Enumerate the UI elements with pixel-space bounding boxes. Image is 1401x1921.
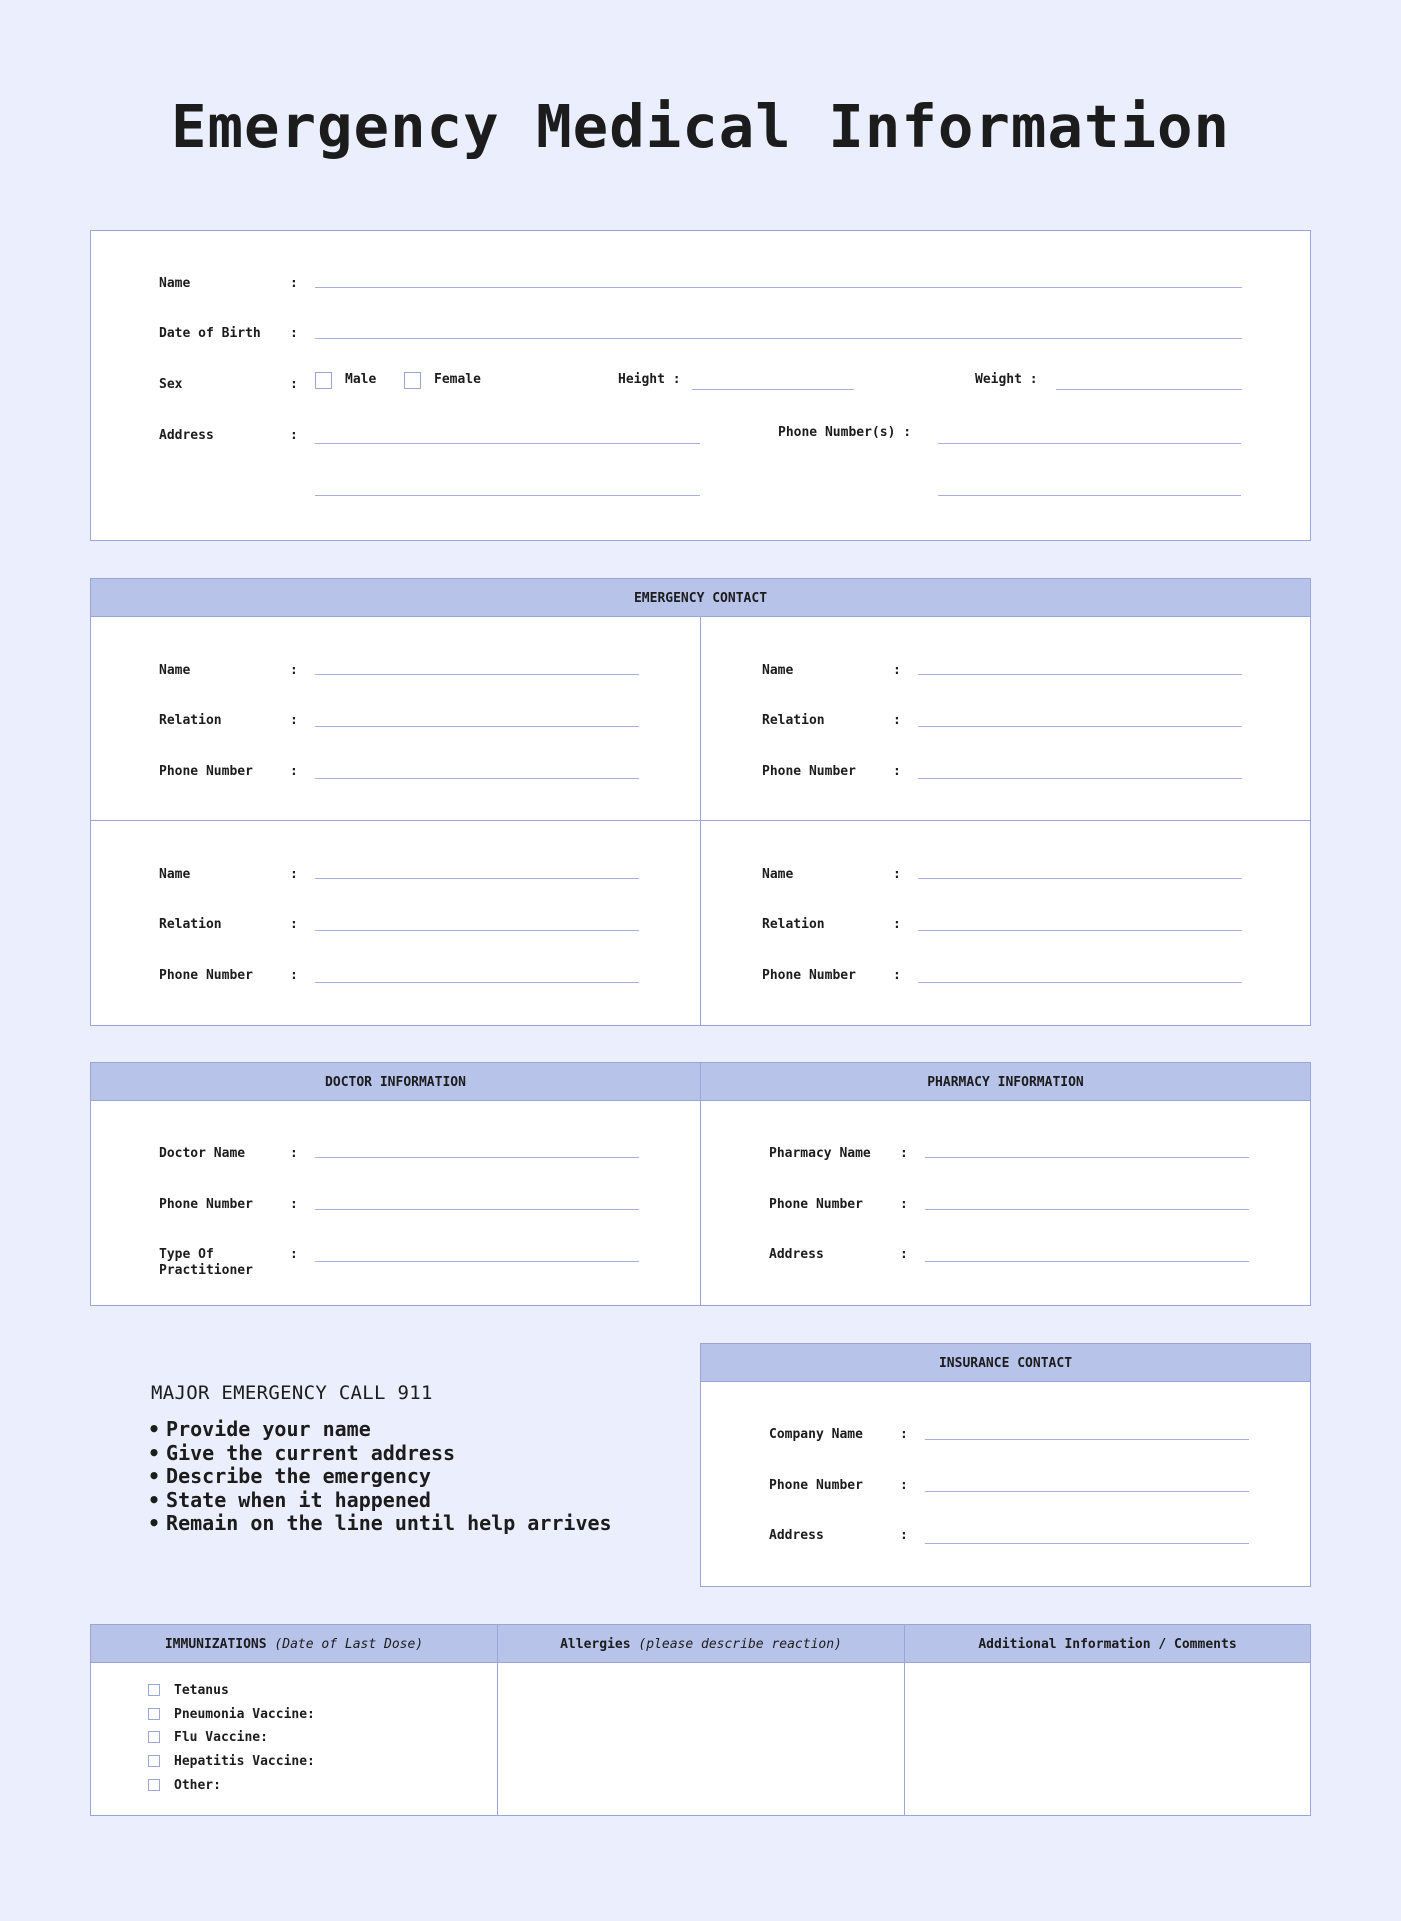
colon: : (900, 1478, 908, 1493)
pharmacy-phone-label: Phone Number (769, 1197, 863, 1212)
insurance-contact-header: INSURANCE CONTACT (700, 1343, 1311, 1383)
colon: : (290, 713, 298, 728)
contact1-name-field[interactable] (315, 674, 639, 675)
colon: : (893, 764, 901, 779)
immunizations-subtitle: (Date of Last Dose) (274, 1637, 424, 1652)
phone-numbers-label: Phone Number(s) : (778, 425, 912, 440)
pneumonia-checkbox[interactable] (148, 1708, 160, 1720)
pharmacy-name-label: Pharmacy Name (769, 1146, 871, 1161)
address-field-1[interactable] (315, 443, 700, 444)
female-label: Female (434, 372, 481, 387)
dob-label: Date of Birth (159, 326, 261, 341)
dob-field[interactable] (315, 338, 1242, 339)
allergies-subtitle: (please describe reaction) (638, 1637, 842, 1652)
pharmacy-address-field[interactable] (925, 1261, 1249, 1262)
contact3-phone-field[interactable] (315, 982, 639, 983)
contact4-relation-field[interactable] (918, 930, 1242, 931)
colon: : (900, 1247, 908, 1262)
emergency-steps-list (148, 1418, 612, 1536)
contact2-relation-field[interactable] (918, 726, 1242, 727)
colon: : (893, 867, 901, 882)
tetanus-label: Tetanus (174, 1683, 229, 1698)
colon: : (900, 1197, 908, 1212)
other-label: Other: (174, 1778, 221, 1793)
insurance-address-label: Address (769, 1528, 824, 1543)
divider (904, 1663, 905, 1815)
allergies-header (497, 1624, 905, 1664)
contact2-name-field[interactable] (918, 674, 1242, 675)
weight-label: Weight : (975, 372, 1038, 387)
contact3-name-label: Name (159, 867, 191, 882)
male-checkbox[interactable] (315, 372, 332, 389)
insurance-phone-label: Phone Number (769, 1478, 863, 1493)
name-field[interactable] (315, 287, 1242, 288)
contact2-name-label: Name (762, 663, 794, 678)
colon: : (893, 663, 901, 678)
phone-numbers-field-1[interactable] (938, 443, 1241, 444)
contact4-name-label: Name (762, 867, 794, 882)
insurance-company-label: Company Name (769, 1427, 863, 1442)
contact1-relation-field[interactable] (315, 726, 639, 727)
doctor-name-label: Doctor Name (159, 1146, 246, 1161)
contact3-relation-field[interactable] (315, 930, 639, 931)
colon: : (290, 1146, 298, 1161)
other-checkbox[interactable] (148, 1779, 160, 1791)
hepatitis-checkbox[interactable] (148, 1755, 160, 1767)
colon: : (893, 917, 901, 932)
colon: : (900, 1528, 908, 1543)
allergies-field[interactable] (499, 1664, 902, 1814)
list-item: • Provide your name (148, 1418, 612, 1442)
colon: : (290, 1197, 298, 1212)
insurance-phone-field[interactable] (925, 1491, 1249, 1492)
colon: : (290, 428, 298, 443)
contact2-phone-label: Phone Number (762, 764, 856, 779)
contact4-phone-field[interactable] (918, 982, 1242, 983)
immunizations-header (90, 1624, 498, 1664)
contact1-name-label: Name (159, 663, 191, 678)
emergency-contact-header: EMERGENCY CONTACT (90, 578, 1311, 618)
weight-field[interactable] (1056, 389, 1242, 390)
colon: : (900, 1427, 908, 1442)
list-item: • Give the current address (148, 1442, 612, 1466)
practitioner-type-label (159, 1247, 253, 1279)
height-label: Height : (618, 372, 681, 387)
contact1-relation-label: Relation (159, 713, 222, 728)
colon: : (893, 968, 901, 983)
flu-label: Flu Vaccine: (174, 1730, 268, 1745)
tetanus-checkbox[interactable] (148, 1684, 160, 1696)
contact3-relation-label: Relation (159, 917, 222, 932)
colon: : (290, 968, 298, 983)
address-field-2[interactable] (315, 495, 700, 496)
page-title: Emergency Medical Information (170, 92, 1231, 161)
address-label: Address (159, 428, 214, 443)
male-label: Male (345, 372, 377, 387)
colon: : (290, 1247, 298, 1262)
major-emergency-title: MAJOR EMERGENCY CALL 911 (151, 1382, 433, 1404)
divider (497, 1663, 498, 1815)
hepatitis-label: Hepatitis Vaccine: (174, 1754, 315, 1769)
pharmacy-name-field[interactable] (925, 1157, 1249, 1158)
practitioner-type-label-line2: Practitioner (159, 1263, 253, 1278)
contact3-name-field[interactable] (315, 878, 639, 879)
comments-field[interactable] (906, 1664, 1309, 1814)
colon: : (290, 663, 298, 678)
doctor-phone-label: Phone Number (159, 1197, 253, 1212)
divider (91, 820, 1310, 821)
pharmacy-info-header: PHARMACY INFORMATION (700, 1062, 1311, 1102)
doctor-name-field[interactable] (315, 1157, 639, 1158)
female-checkbox[interactable] (404, 372, 421, 389)
name-label: Name (159, 276, 191, 291)
pneumonia-label: Pneumonia Vaccine: (174, 1707, 315, 1722)
colon: : (290, 377, 298, 392)
insurance-address-field[interactable] (925, 1543, 1249, 1544)
colon: : (290, 867, 298, 882)
contact1-phone-label: Phone Number (159, 764, 253, 779)
contact3-phone-label: Phone Number (159, 968, 253, 983)
colon: : (900, 1146, 908, 1161)
sex-label: Sex (159, 377, 183, 392)
practitioner-type-label-line1: Type Of (159, 1247, 214, 1262)
pharmacy-address-label: Address (769, 1247, 824, 1262)
immunizations-title: IMMUNIZATIONS (164, 1637, 267, 1652)
contact4-phone-label: Phone Number (762, 968, 856, 983)
phone-numbers-field-2[interactable] (938, 495, 1241, 496)
height-field[interactable] (692, 389, 854, 390)
pharmacy-phone-field[interactable] (925, 1209, 1249, 1210)
list-item: • Describe the emergency (148, 1465, 612, 1489)
divider (700, 1101, 701, 1305)
contact4-name-field[interactable] (918, 878, 1242, 879)
list-item: • Remain on the line until help arrives (148, 1512, 612, 1536)
colon: : (290, 917, 298, 932)
list-item: • State when it happened (148, 1489, 612, 1513)
colon: : (290, 764, 298, 779)
insurance-company-field[interactable] (925, 1439, 1249, 1440)
colon: : (893, 713, 901, 728)
contact4-relation-label: Relation (762, 917, 825, 932)
contact2-phone-field[interactable] (918, 778, 1242, 779)
colon: : (290, 276, 298, 291)
contact1-phone-field[interactable] (315, 778, 639, 779)
doctor-info-header: DOCTOR INFORMATION (90, 1062, 701, 1102)
flu-checkbox[interactable] (148, 1731, 160, 1743)
colon: : (290, 326, 298, 341)
comments-header: Additional Information / Comments (904, 1624, 1311, 1664)
divider (700, 617, 701, 1025)
allergies-title: Allergies (560, 1637, 631, 1652)
doctor-phone-field[interactable] (315, 1209, 639, 1210)
contact2-relation-label: Relation (762, 713, 825, 728)
practitioner-type-field[interactable] (315, 1261, 639, 1262)
